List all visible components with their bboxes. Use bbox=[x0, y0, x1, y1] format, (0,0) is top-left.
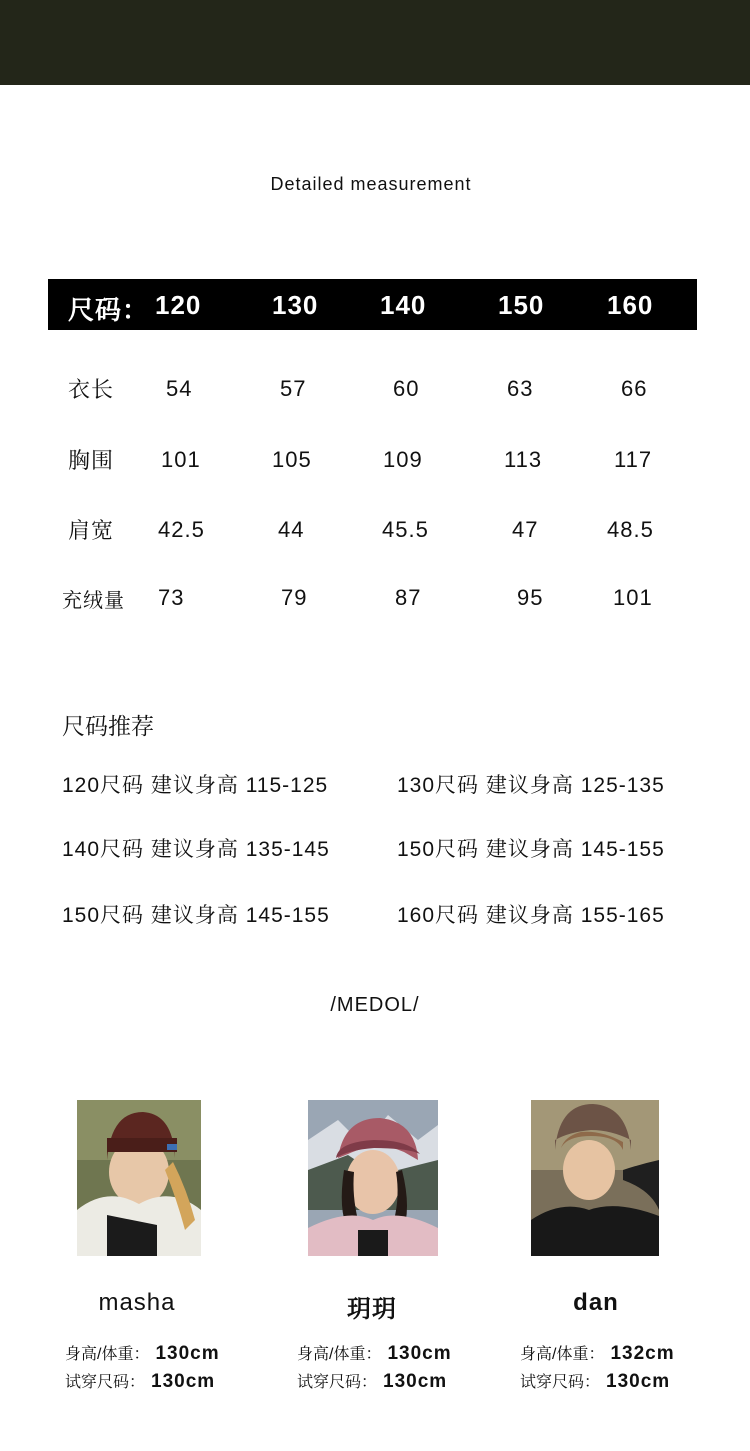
model-stat-height bbox=[297, 1341, 452, 1365]
stat-value: 130cm bbox=[151, 1371, 216, 1392]
cell: 54 bbox=[166, 376, 193, 401]
stat-value: 132cm bbox=[610, 1343, 675, 1364]
row-label: 胸围 bbox=[68, 448, 115, 473]
stat-label: 身高/体重： bbox=[297, 1346, 382, 1363]
recommend-item: 140尺码 建议身高 135-145 bbox=[62, 838, 330, 861]
brand-name: /MEDOL/ bbox=[330, 994, 420, 1016]
row-label: 充绒量 bbox=[62, 590, 125, 612]
model-stat-size bbox=[297, 1369, 447, 1393]
stat-label: 试穿尺码： bbox=[520, 1374, 601, 1391]
stat-label: 身高/体重： bbox=[65, 1346, 150, 1363]
cell: 66 bbox=[621, 376, 648, 401]
cell: 73 bbox=[158, 585, 185, 610]
model-stat-size bbox=[65, 1369, 215, 1393]
model-photo-yueyue bbox=[308, 1100, 438, 1256]
stat-value: 130cm bbox=[387, 1343, 452, 1364]
row-label: 衣长 bbox=[68, 377, 115, 402]
stat-value: 130cm bbox=[606, 1371, 671, 1392]
stat-label: 试穿尺码： bbox=[65, 1374, 146, 1391]
cell: 101 bbox=[161, 447, 201, 472]
page-subtitle: Detailed measurement bbox=[270, 174, 472, 194]
stat-label: 身高/体重： bbox=[520, 1346, 605, 1363]
cell: 117 bbox=[614, 447, 653, 472]
size-header-label: 尺码： bbox=[68, 295, 150, 325]
cell: 87 bbox=[395, 585, 422, 610]
model-stat-size bbox=[520, 1369, 670, 1393]
recommend-item: 150尺码 建议身高 145-155 bbox=[62, 904, 330, 927]
model-photo-masha bbox=[77, 1100, 201, 1256]
cell: 48.5 bbox=[607, 517, 654, 542]
stat-value: 130cm bbox=[155, 1343, 220, 1364]
cell: 113 bbox=[504, 447, 543, 472]
model-name-masha: masha bbox=[98, 1289, 176, 1316]
cell: 95 bbox=[517, 585, 544, 610]
cell: 60 bbox=[393, 376, 420, 401]
recommend-item: 150尺码 建议身高 145-155 bbox=[397, 838, 665, 861]
size-header-130: 130 bbox=[272, 290, 319, 320]
size-header-150: 150 bbox=[498, 290, 545, 320]
cell: 105 bbox=[272, 447, 312, 472]
model-stat-height bbox=[520, 1341, 675, 1365]
recommend-title: 尺码推荐 bbox=[62, 713, 154, 739]
cell: 63 bbox=[507, 376, 534, 401]
recommend-item: 120尺码 建议身高 115-125 bbox=[62, 774, 329, 797]
cell: 79 bbox=[281, 585, 308, 610]
size-table-header bbox=[48, 279, 697, 330]
model-name-yueyue: 玥玥 bbox=[347, 1296, 397, 1323]
model-name-dan: dan bbox=[573, 1289, 619, 1316]
size-header-120: 120 bbox=[155, 290, 202, 320]
size-header-160: 160 bbox=[607, 290, 654, 320]
cell: 109 bbox=[383, 447, 423, 472]
stat-label: 试穿尺码： bbox=[297, 1374, 378, 1391]
cell: 57 bbox=[280, 376, 307, 401]
cell: 47 bbox=[512, 517, 539, 542]
model-photo-dan bbox=[531, 1100, 659, 1256]
recommend-item: 130尺码 建议身高 125-135 bbox=[397, 774, 665, 797]
cell: 42.5 bbox=[158, 517, 205, 542]
recommend-item: 160尺码 建议身高 155-165 bbox=[397, 904, 665, 927]
row-label: 肩宽 bbox=[68, 518, 115, 543]
model-stat-height bbox=[65, 1341, 220, 1365]
cell: 44 bbox=[278, 517, 305, 542]
size-header-140: 140 bbox=[380, 290, 427, 320]
cell: 45.5 bbox=[382, 517, 429, 542]
top-banner bbox=[0, 0, 750, 85]
cell: 101 bbox=[613, 585, 653, 610]
stat-value: 130cm bbox=[383, 1371, 448, 1392]
